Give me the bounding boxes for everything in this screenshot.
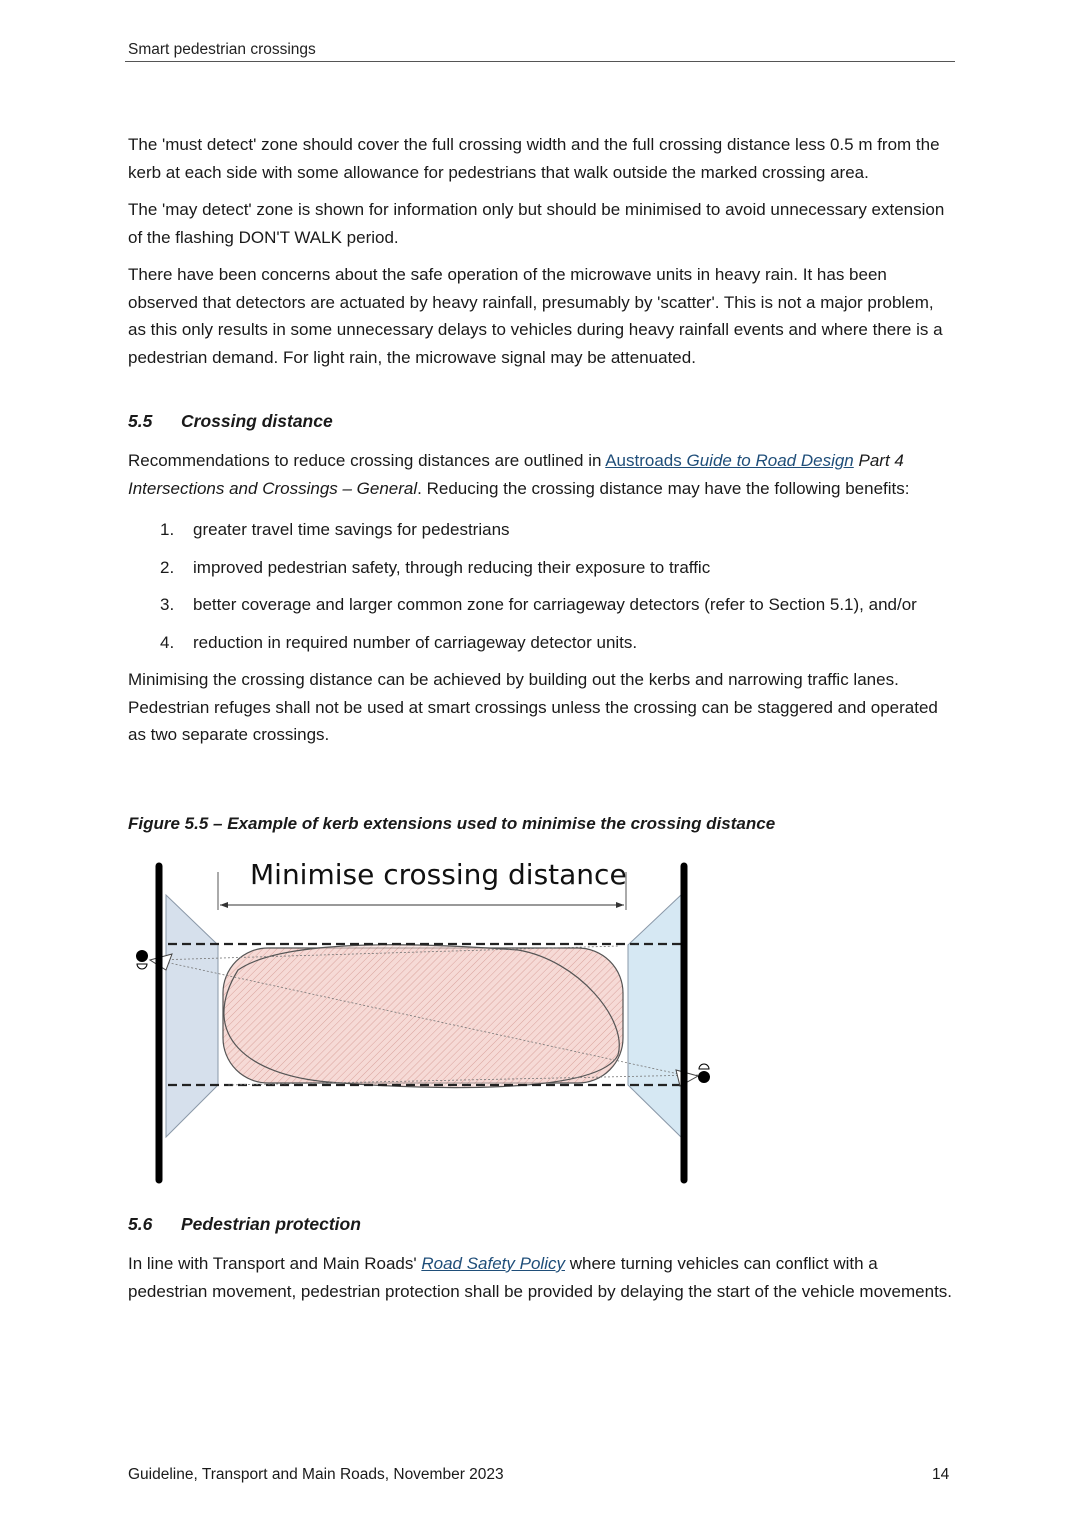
list-item: 2. improved pedestrian safety, through reducing their exposure to traffic bbox=[160, 557, 711, 577]
section-title: Pedestrian protection bbox=[181, 1214, 361, 1234]
figure-caption: Figure 5.5 – Example of kerb extensions used to minimise the crossing distance bbox=[128, 814, 776, 833]
paragraph-must-detect: The 'must detect' zone should cover the full crossing width and the full crossing distance less 0.5 m from the kerb at each side with some allowance for pedestrians that walk outside the marked crossing area. bbox=[128, 135, 940, 182]
paragraph-pedestrian-protection: In line with Transport and Main Roads' Road Safety Policy where turning vehicles can conflict with a pedestrian movement, pedestrian protection shall be provided by delaying the start of the vehicle movements. bbox=[128, 1254, 953, 1301]
section-5-6-body bbox=[128, 1250, 953, 1315]
section-5-5-body bbox=[128, 447, 953, 759]
page-number: 14 bbox=[932, 1466, 950, 1483]
section-number: 5.6 bbox=[128, 1214, 153, 1234]
header-rule bbox=[125, 61, 955, 62]
paragraph-recommendations: Recommendations to reduce crossing distances are outlined in Austroads Guide to Road Design Part 4 Intersections and Crossings – General. Reducing the crossing distance may have the following benefits: bbox=[128, 451, 910, 498]
paragraph-minimising: Minimising the crossing distance can be achieved by building out the kerbs and narrowing traffic lanes. Pedestrian refuges shall not be used at smart crossings unless the crossing can be staggered and operated as two separate crossings. bbox=[128, 670, 938, 744]
figure-label: Minimise crossing distance bbox=[250, 858, 627, 891]
list-item: 1. greater travel time savings for pedestrians bbox=[160, 520, 510, 539]
section-heading-5-5 bbox=[128, 411, 333, 432]
section-heading-5-6 bbox=[128, 1214, 361, 1235]
benefits-list bbox=[128, 516, 953, 656]
running-header: Smart pedestrian crossings bbox=[128, 41, 316, 58]
footer-text: Guideline, Transport and Main Roads, November 2023 bbox=[128, 1466, 504, 1483]
paragraph-heavy-rain: There have been concerns about the safe operation of the microwave units in heavy rain. It has been observed that detectors are actuated by heavy rainfall, presumably by 'scatter'. This is not a major problem, as this only results in some unnecessary delays to vehicles during heavy rainfall events and where there is a pedestrian demand. For light rain, the microwave signal may be attenuated. bbox=[128, 265, 943, 367]
road-safety-policy-link[interactable]: Road Safety Policy bbox=[421, 1254, 565, 1273]
paragraph-may-detect: The 'may detect' zone is shown for information only but should be minimised to avoid unnecessary extension of the flashing DON'T WALK period. bbox=[128, 200, 945, 247]
austroads-guide-link[interactable]: Austroads Guide to Road Design bbox=[605, 451, 854, 470]
list-item: 3. better coverage and larger common zone for carriageway detectors (refer to Section 5.1), and/or bbox=[160, 595, 917, 614]
intro-paragraphs bbox=[128, 131, 953, 381]
list-item: 4. reduction in required number of carriageway detector units. bbox=[160, 632, 638, 652]
guide-part-title: Part 4 Intersections and Crossings – General bbox=[128, 451, 904, 498]
section-title: Crossing distance bbox=[181, 411, 333, 431]
kerb-extension-figure bbox=[128, 850, 728, 1195]
section-number: 5.5 bbox=[128, 411, 153, 431]
